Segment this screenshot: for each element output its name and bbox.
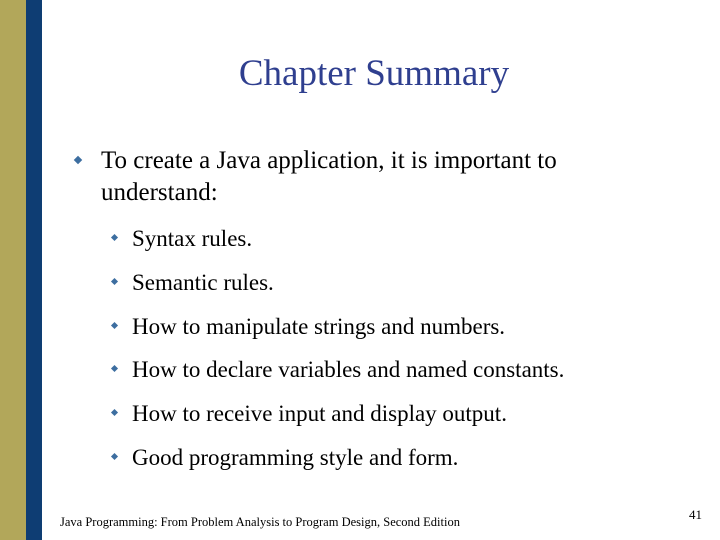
sub-bullet-item (108, 268, 708, 300)
bullet-diamond-icon (111, 453, 118, 460)
sub-bullet-item (108, 312, 708, 344)
bullet-diamond-icon (74, 156, 82, 164)
sub-bullet-text: Syntax rules. (132, 226, 253, 251)
page-number: 41 (689, 507, 702, 522)
sub-bullet-text: How to manipulate strings and numbers. (132, 314, 506, 339)
bullet-diamond-icon (111, 322, 118, 329)
bullet-diamond-icon (111, 234, 118, 241)
sub-bullet-text: Good programming style and form. (132, 445, 459, 470)
left-accent-bar-blue (26, 0, 42, 540)
sub-bullet-item (108, 399, 708, 431)
sub-bullet-text: How to declare variables and named constants. (132, 357, 565, 382)
sub-bullet-item (108, 224, 708, 256)
footer-text: Java Programming: From Problem Analysis to Program Design, Second Edition (60, 515, 460, 529)
bullet-diamond-icon (111, 409, 118, 416)
sub-bullet-text: Semantic rules. (132, 270, 274, 295)
sub-bullet-item (108, 355, 708, 387)
main-bullet-text: To create a Java application, it is important to understand: (101, 147, 557, 206)
left-accent-bar-olive (0, 0, 26, 540)
slide-title: Chapter Summary (238, 53, 510, 94)
sub-bullet-item (108, 443, 708, 475)
sub-bullet-text: How to receive input and display output. (132, 401, 507, 426)
bullet-diamond-icon (111, 365, 118, 372)
bullet-diamond-icon (111, 278, 118, 285)
